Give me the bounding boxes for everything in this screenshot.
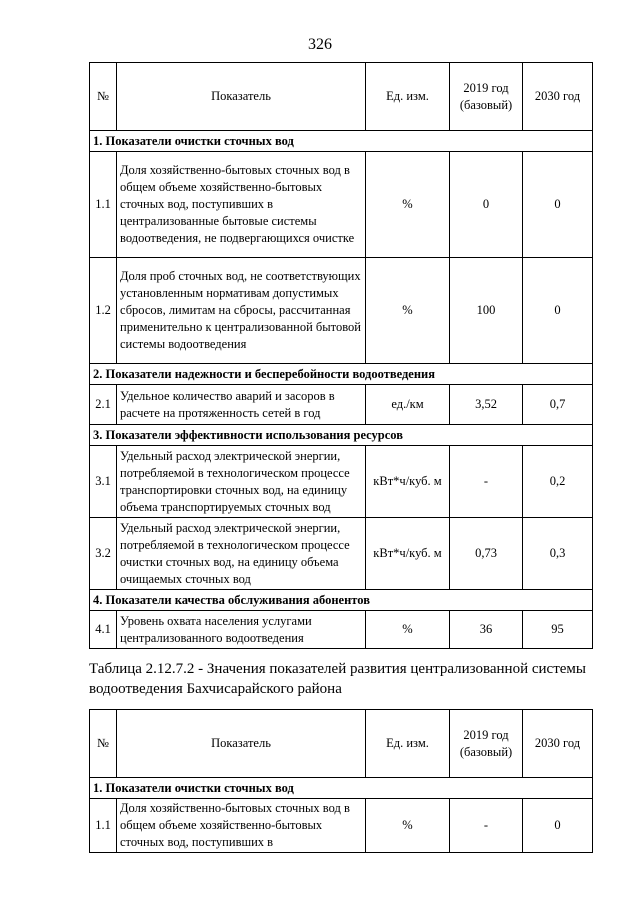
row-unit: % [366, 611, 450, 649]
row-unit: % [366, 152, 450, 258]
table-header-row [90, 63, 593, 131]
row-indicator: Удельный расход электрической энергии, потребляемой в технологическом процессе очистки сточных вод, на единицу объема очищаемых сточных вод [117, 518, 366, 590]
table-caption: Таблица 2.12.7.2 - Значения показателей развития централизованной системы водоотведения Бахчисарайского района [89, 661, 586, 697]
row-num: 2.1 [90, 385, 117, 425]
row-unit: % [366, 258, 450, 364]
row-value-2030: 0 [523, 152, 593, 258]
row-unit: % [366, 799, 450, 853]
row-value-2030: 0,2 [523, 446, 593, 518]
row-num: 3.1 [90, 446, 117, 518]
row-value-2030: 95 [523, 611, 593, 649]
row-num: 4.1 [90, 611, 117, 649]
row-num: 1.1 [90, 799, 117, 853]
table-header-row [90, 710, 593, 778]
table-row [90, 611, 593, 649]
section-title: 3. Показатели эффективности использования ресурсов [90, 425, 593, 446]
section-row [90, 131, 593, 152]
page-number: 326 [308, 36, 332, 53]
table-row [90, 518, 593, 590]
header-indicator: Показатель [117, 63, 366, 131]
row-unit: ед./км [366, 385, 450, 425]
header-num: № [90, 63, 117, 131]
table-row [90, 385, 593, 425]
section-row [90, 364, 593, 385]
section-title: 4. Показатели качества обслуживания абонентов [90, 590, 593, 611]
row-value-2019: 0,73 [450, 518, 523, 590]
section-title: 1. Показатели очистки сточных вод [90, 131, 593, 152]
row-value-2019: 36 [450, 611, 523, 649]
row-indicator: Удельный расход электрической энергии, потребляемой в технологическом процессе транспортировки сточных вод, на единицу объема транспортируемых сточных вод [117, 446, 366, 518]
row-value-2030: 0,3 [523, 518, 593, 590]
row-value-2030: 0 [523, 258, 593, 364]
row-value-2019: 0 [450, 152, 523, 258]
row-value-2019: - [450, 799, 523, 853]
row-indicator: Доля хозяйственно-бытовых сточных вод в общем объеме хозяйственно-бытовых сточных вод, поступивших в [117, 799, 366, 853]
row-unit: кВт*ч/куб. м [366, 518, 450, 590]
section-row [90, 778, 593, 799]
indicators-table-2 [89, 709, 593, 853]
header-base-year: 2019 год (базовый) [450, 710, 523, 778]
header-unit: Ед. изм. [366, 63, 450, 131]
row-num: 1.1 [90, 152, 117, 258]
row-indicator: Доля проб сточных вод, не соответствующих установленным нормативам допустимых сбросов, лимитам на сбросы, рассчитанная применительно к централизованной бытовой системы водоотведения [117, 258, 366, 364]
header-target-year: 2030 год [523, 710, 593, 778]
row-value-2030: 0,7 [523, 385, 593, 425]
section-row [90, 425, 593, 446]
section-row [90, 590, 593, 611]
table-row [90, 446, 593, 518]
section-title: 2. Показатели надежности и бесперебойности водоотведения [90, 364, 593, 385]
table-row [90, 258, 593, 364]
header-target-year: 2030 год [523, 63, 593, 131]
row-num: 1.2 [90, 258, 117, 364]
row-indicator: Удельное количество аварий и засоров в расчете на протяженность сетей в год [117, 385, 366, 425]
table-row [90, 152, 593, 258]
row-indicator: Уровень охвата населения услугами централизованного водоотведения [117, 611, 366, 649]
row-value-2019: 100 [450, 258, 523, 364]
section-title: 1. Показатели очистки сточных вод [90, 778, 593, 799]
row-num: 3.2 [90, 518, 117, 590]
header-num: № [90, 710, 117, 778]
indicators-table-1 [89, 62, 593, 649]
row-unit: кВт*ч/куб. м [366, 446, 450, 518]
header-indicator: Показатель [117, 710, 366, 778]
table-row [90, 799, 593, 853]
row-indicator: Доля хозяйственно-бытовых сточных вод в общем объеме хозяйственно-бытовых сточных вод, поступивших в централизованные бытовые системы водоотведения, не подвергающихся очистке [117, 152, 366, 258]
row-value-2019: 3,52 [450, 385, 523, 425]
row-value-2019: - [450, 446, 523, 518]
row-value-2030: 0 [523, 799, 593, 853]
header-base-year: 2019 год (базовый) [450, 63, 523, 131]
header-unit: Ед. изм. [366, 710, 450, 778]
